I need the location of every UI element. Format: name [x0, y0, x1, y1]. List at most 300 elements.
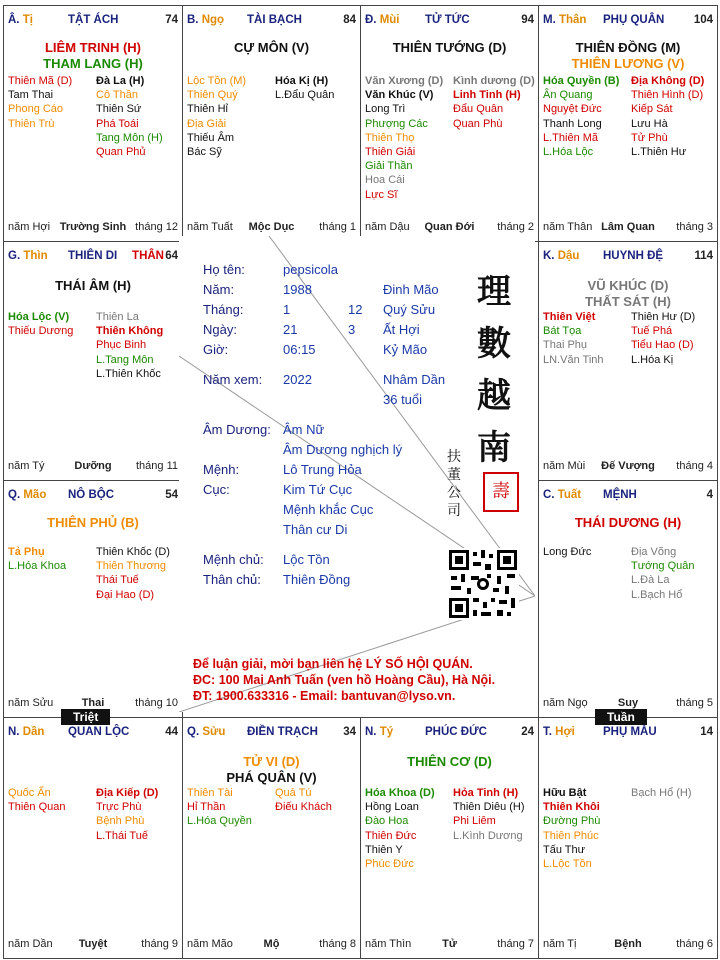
than-marker: THÂN	[132, 250, 164, 262]
palace-letter: G.	[8, 250, 21, 262]
palace-letter: Q.	[187, 726, 200, 738]
left-stars	[365, 74, 443, 202]
main-star: THIÊN LƯƠNG (V)	[571, 56, 685, 71]
minor-star: Linh Tinh (H)	[453, 89, 521, 102]
palace-branch: Thân	[558, 14, 587, 26]
minor-star: Tang Môn (H)	[96, 131, 163, 144]
palace-month: tháng 9	[141, 938, 178, 950]
palace-branch: Dần	[22, 726, 45, 738]
palace-footer	[543, 221, 713, 235]
palace-year: năm Thân	[543, 221, 593, 233]
palace-thin[interactable]	[3, 241, 183, 481]
minor-star: Hồng Loan	[365, 801, 419, 814]
palace-age: 64	[165, 250, 178, 262]
minor-star: Phá Toái	[96, 117, 139, 130]
palace-age: 74	[165, 14, 178, 26]
palace-footer	[365, 221, 534, 235]
day-lunar: Ất Hợi	[383, 322, 420, 337]
palace-name: TẬT ÁCH	[68, 14, 119, 26]
palace-branch: Tị	[22, 14, 33, 26]
palace-footer	[8, 221, 178, 235]
left-stars	[8, 310, 73, 338]
thanchu-value: Thiên Đồng	[283, 572, 351, 587]
palace-name: PHỤ MẪU	[603, 726, 657, 738]
minor-star: Long Đức	[543, 546, 592, 558]
minor-star: L.Đẩu Quân	[275, 89, 335, 102]
palace-header	[543, 250, 713, 264]
minor-star: Thiên Việt	[543, 311, 596, 323]
palace-year: năm Sửu	[8, 697, 54, 709]
minor-star: Phúc Đức	[365, 858, 414, 871]
left-stars	[543, 74, 619, 159]
left-stars	[543, 310, 604, 367]
minor-star: Thiên Sứ	[96, 103, 142, 116]
left-stars	[8, 545, 66, 573]
main-star: THIÊN TƯỚNG (D)	[392, 40, 507, 55]
main-star: THIÊN PHỦ (B)	[47, 515, 139, 530]
minor-star: Thiên Hư (D)	[631, 311, 696, 323]
left-stars	[543, 545, 591, 559]
minor-star: Tuế Phá	[631, 325, 673, 338]
cuc-value: Kim Tứ Cục	[283, 482, 353, 497]
palace-month: tháng 12	[135, 221, 178, 233]
main-star: THIÊN CƠ (D)	[407, 754, 492, 769]
minor-star: Đà La (H)	[96, 75, 145, 87]
month-solar: 1	[283, 302, 291, 317]
view-year: 2022	[283, 372, 312, 387]
main-stars	[4, 40, 182, 72]
palace-hoi[interactable]	[538, 717, 718, 959]
minor-star: Thiên Mã (D)	[8, 75, 73, 87]
main-stars	[539, 515, 717, 531]
age-value: 36 tuổi	[383, 392, 423, 407]
minor-star: Đào Hoa	[365, 815, 409, 828]
calligraphy-char: 理	[477, 272, 511, 312]
minor-star: Cô Thần	[96, 89, 138, 102]
palace-month: tháng 3	[676, 221, 713, 233]
right-stars	[631, 786, 692, 800]
minor-star: L.Bạch Hổ	[631, 588, 683, 601]
palace-branch: Ngọ	[201, 14, 225, 26]
minor-star: Thiên Tài	[187, 787, 233, 799]
palace-month: tháng 2	[497, 221, 534, 233]
minor-star: Địa Võng	[631, 546, 677, 558]
right-stars	[631, 74, 704, 159]
palace-dan[interactable]	[3, 717, 183, 959]
minor-star: Hỉ Thần	[187, 801, 226, 814]
palace-age: 114	[694, 250, 713, 262]
minor-star: Hỏa Tinh (H)	[453, 787, 519, 799]
palace-footer	[187, 938, 356, 952]
minor-star: LN.Văn Tinh	[543, 353, 604, 366]
view-year-label: Năm xem:	[203, 372, 263, 387]
palace-month: tháng 1	[319, 221, 356, 233]
minor-star: Ân Quang	[543, 89, 593, 102]
center-info-panel	[179, 236, 535, 712]
year-label: Năm:	[203, 282, 235, 297]
palace-letter: Đ.	[365, 14, 377, 26]
palace-dau[interactable]	[538, 241, 718, 481]
main-stars	[361, 754, 538, 770]
palace-month: tháng 10	[135, 697, 178, 709]
palace-letter: B.	[187, 14, 199, 26]
minor-star: Địa Kiếp (D)	[96, 787, 159, 799]
palace-stage: Tuyệt	[78, 938, 108, 950]
main-star: PHÁ QUÂN (V)	[226, 770, 317, 785]
minor-star: Thiếu Âm	[187, 131, 235, 144]
palace-age: 4	[706, 489, 713, 501]
minor-star: Thiên Y	[365, 843, 403, 856]
minor-star: Thanh Long	[543, 117, 602, 130]
minor-star: Tử Phù	[631, 131, 668, 144]
minor-star: Hóa Kị (H)	[275, 75, 329, 87]
right-stars	[453, 74, 535, 131]
hour-lunar: Kỷ Mão	[383, 342, 428, 357]
minor-star: Kiếp Sát	[631, 103, 673, 116]
palace-stage: Đế Vượng	[601, 460, 655, 472]
palace-month: tháng 4	[676, 460, 713, 472]
minor-star: Hoa Cái	[365, 174, 405, 187]
contact-info	[193, 656, 495, 704]
palace-stage: Mộ	[263, 938, 280, 950]
palace-year: năm Tý	[8, 460, 45, 472]
main-stars	[539, 40, 717, 72]
minor-star: Quan Phù	[453, 117, 503, 130]
palace-branch: Sửu	[202, 726, 226, 738]
minor-star: Quốc Ấn	[8, 787, 51, 799]
left-stars	[187, 786, 252, 829]
palace-year: năm Dần	[8, 938, 53, 950]
left-stars	[543, 786, 600, 871]
palace-name: TỬ TỨC	[425, 14, 470, 26]
qr-code-icon[interactable]	[447, 548, 519, 620]
minor-star: Giải Thần	[365, 160, 413, 173]
left-stars	[8, 786, 65, 814]
palace-header	[8, 489, 178, 503]
palace-branch: Dậu	[557, 250, 580, 262]
palace-stage: Suy	[617, 697, 639, 709]
palace-age: 14	[700, 726, 713, 738]
palace-age: 34	[343, 726, 356, 738]
main-star: THAM LANG (H)	[43, 56, 143, 71]
right-stars	[275, 786, 332, 814]
minor-star: Quả Tú	[275, 787, 312, 799]
palace-year: năm Tuất	[187, 221, 233, 233]
month-label: Tháng:	[203, 302, 244, 317]
palace-age: 94	[521, 14, 534, 26]
minor-star: Thiên Quan	[8, 801, 66, 814]
tuan-tag: Tuần	[595, 709, 647, 725]
minor-star: Hóa Khoa (D)	[365, 787, 435, 799]
main-star: CỰ MÔN (V)	[233, 40, 310, 55]
minor-star: L.Thiên Mã	[543, 131, 599, 144]
minor-star: Phi Liêm	[453, 815, 496, 828]
palace-month: tháng 6	[676, 938, 713, 950]
palace-name: NÔ BỘC	[68, 489, 114, 501]
minor-star: L.Lộc Tồn	[543, 858, 592, 871]
palace-branch: Hợi	[555, 726, 575, 738]
minor-star: Kình dương (D)	[453, 75, 535, 87]
minor-star: L.Thái Tuế	[96, 829, 148, 842]
minor-star: Điếu Khách	[275, 801, 332, 814]
palace-age: 84	[343, 14, 356, 26]
palace-stage: Thai	[81, 697, 105, 709]
minor-star: Tam Thai	[8, 89, 54, 102]
minor-star: Lộc Tồn (M)	[187, 75, 247, 87]
palace-letter: K.	[543, 250, 555, 262]
palace-name: HUYNH ĐỆ	[603, 250, 664, 262]
palace-letter: C.	[543, 489, 555, 501]
minor-star: L.Hóa Quyền	[187, 815, 252, 828]
minor-star: L.Thiên Hư	[631, 146, 687, 159]
minor-star: Thiên Giải	[365, 146, 416, 159]
thanchu-label: Thân chủ:	[203, 572, 261, 587]
palace-tuat[interactable]	[538, 480, 718, 718]
calligraphy-title	[469, 266, 519, 474]
palace-month: tháng 7	[497, 938, 534, 950]
left-stars	[365, 786, 435, 871]
palace-letter: T.	[543, 726, 552, 738]
right-stars	[96, 545, 170, 602]
minor-star: Văn Xương (D)	[365, 75, 444, 87]
palace-branch: Mùi	[379, 14, 400, 26]
main-star: THIÊN ĐỒNG (M)	[575, 40, 681, 55]
minor-star: Nguyệt Đức	[543, 103, 602, 116]
minor-star: Lực Sĩ	[365, 188, 398, 201]
amduong-note: Âm Dương nghịch lý	[283, 442, 403, 457]
palace-name: TÀI BẠCH	[247, 14, 302, 26]
palace-stage: Lâm Quan	[601, 221, 655, 233]
minor-star: Đại Hao (D)	[96, 588, 155, 601]
palace-month: tháng 11	[135, 460, 178, 472]
minor-star: Thiên Phúc	[543, 829, 599, 842]
calligraphy-char: 南	[477, 428, 511, 468]
minor-star: Thiếu Dương	[8, 325, 74, 338]
month-lunar-num: 12	[348, 302, 363, 317]
main-star: VŨ KHÚC (D)	[587, 278, 669, 293]
palace-branch: Tý	[379, 726, 394, 738]
minor-star: Thiên Diêu (H)	[453, 801, 525, 814]
month-lunar: Quý Sửu	[383, 302, 436, 317]
palace-branch: Tuất	[557, 489, 582, 501]
minor-star: Tướng Quân	[631, 560, 695, 573]
minor-star: Đẩu Quân	[453, 103, 504, 116]
palace-letter: N.	[8, 726, 20, 738]
palace-header	[187, 14, 356, 28]
palace-stage: Tử	[442, 938, 457, 950]
minor-star: Lưu Hà	[631, 117, 668, 130]
calligraphy-char: 數	[477, 324, 511, 364]
main-stars	[361, 40, 538, 56]
minor-star: Tả Phụ	[8, 546, 45, 558]
right-stars	[453, 786, 525, 843]
minor-star: Bạch Hổ (H)	[631, 787, 692, 799]
palace-month: tháng 8	[319, 938, 356, 950]
left-stars	[8, 74, 72, 131]
palace-name: PHÚC ĐỨC	[425, 726, 487, 738]
palace-stage: Trường Sinh	[59, 221, 127, 233]
hour-label: Giờ:	[203, 342, 229, 357]
palace-ty[interactable]	[3, 5, 183, 242]
palace-stage: Quan Đới	[424, 221, 475, 233]
right-stars	[96, 310, 163, 381]
info-block	[203, 260, 446, 590]
main-stars	[183, 40, 360, 56]
palace-mao[interactable]	[3, 480, 183, 718]
cuc-label: Cục:	[203, 482, 230, 497]
palace-stage: Dưỡng	[74, 460, 112, 472]
hour-value: 06:15	[283, 342, 316, 357]
palace-suu[interactable]	[182, 717, 361, 959]
day-lunar-num: 3	[348, 322, 356, 337]
palace-header	[187, 726, 356, 740]
palace-year: năm Tị	[543, 938, 577, 950]
palace-name: PHỤ QUÂN	[603, 14, 665, 26]
palace-footer	[543, 460, 713, 474]
palace-footer	[365, 938, 534, 952]
minor-star: Thiên Quý	[187, 89, 238, 102]
palace-letter: Â.	[8, 14, 20, 26]
minor-star: Thiên Hỉ	[187, 103, 228, 116]
minor-star: L.Đà La	[631, 574, 670, 587]
minor-star: L.Thiên Khốc	[96, 367, 161, 380]
palace-header	[543, 489, 713, 503]
right-stars	[96, 786, 158, 843]
main-stars	[183, 754, 360, 786]
side-text-value: 扶 董 公 司	[447, 449, 461, 519]
main-star: LIÊM TRINH (H)	[44, 40, 142, 55]
minor-star: Hóa Lộc (V)	[8, 311, 70, 323]
palace-header	[8, 14, 178, 28]
right-stars	[275, 74, 334, 102]
palace-stage: Bệnh	[614, 938, 642, 950]
minor-star: Bác Sỹ	[187, 146, 222, 159]
minor-star: Thiên Trù	[8, 117, 55, 130]
minor-star: Hữu Bật	[543, 787, 587, 799]
palace-age: 104	[693, 14, 713, 26]
name-value: pepsicola	[283, 262, 338, 277]
minor-star: Thiên Đức	[365, 829, 417, 842]
palace-footer	[8, 938, 178, 952]
palace-header	[8, 250, 178, 264]
palace-branch: Mão	[23, 489, 47, 501]
minor-star: Thiên Khôi	[543, 801, 600, 814]
side-text	[447, 448, 463, 520]
year-lunar: Đinh Mão	[383, 282, 439, 297]
contact-phone-email[interactable]: ĐT: 1900.633316 - Email: bantuvan@lyso.vn.	[193, 689, 456, 703]
right-stars	[631, 310, 695, 367]
main-stars	[539, 278, 717, 310]
palace-age: 44	[165, 726, 178, 738]
palace-letter: M.	[543, 14, 556, 26]
palace-ngo[interactable]	[182, 5, 361, 242]
palace-age: 54	[165, 489, 178, 501]
minor-star: Địa Không (D)	[631, 75, 705, 87]
view-year-lunar: Nhâm Dần	[383, 372, 446, 387]
minor-star: Bát Tọa	[543, 325, 582, 338]
amduong-value: Âm Nữ	[283, 422, 325, 437]
minor-star: Phượng Các	[365, 117, 428, 130]
palace-name: QUAN LỘC	[68, 726, 130, 738]
menhchu-value: Lộc Tồn	[283, 552, 330, 567]
minor-star: Văn Khúc (V)	[365, 89, 434, 102]
palace-year: năm Hợi	[8, 221, 51, 233]
main-star: THÁI DƯƠNG (H)	[574, 515, 682, 530]
palace-footer	[543, 938, 713, 952]
minor-star: Tiểu Hao (D)	[631, 339, 694, 352]
palace-stage: Mộc Dục	[248, 221, 295, 233]
main-star: THÁI ÂM (H)	[55, 278, 131, 293]
minor-star: Thiên Hình (D)	[631, 89, 704, 102]
minor-star: Phong Cáo	[8, 103, 64, 116]
minor-star: Thiên Khốc (D)	[96, 546, 170, 558]
palace-footer	[187, 221, 356, 235]
minor-star: L.Tang Môn	[96, 353, 154, 366]
palace-name: MỆNH	[603, 489, 637, 501]
main-stars	[4, 515, 182, 531]
palace-header	[8, 726, 178, 740]
than-cu-note: Thân cư Di	[283, 522, 348, 537]
triet-tag: Triệt	[61, 709, 110, 725]
palace-header	[365, 726, 534, 740]
right-stars	[631, 545, 695, 602]
minor-star: Thiên Thọ	[365, 131, 415, 144]
name-label: Họ tên:	[203, 262, 245, 277]
day-solar: 21	[283, 322, 298, 337]
palace-footer	[8, 460, 178, 474]
palace-header	[543, 14, 713, 28]
right-stars	[96, 74, 163, 159]
left-stars	[187, 74, 246, 159]
palace-mui[interactable]	[360, 5, 539, 242]
main-stars	[4, 278, 182, 294]
palace-than[interactable]	[538, 5, 718, 242]
palace-name: ĐIỀN TRẠCH	[247, 726, 318, 738]
palace-branch: Thìn	[23, 250, 48, 262]
palace-age: 24	[521, 726, 534, 738]
minor-star: L.Hóa Khoa	[8, 560, 67, 573]
minor-star: Thiên Không	[96, 325, 164, 338]
palace-year: năm Thìn	[365, 938, 412, 950]
minor-star: Bệnh Phù	[96, 815, 145, 828]
minor-star: Phục Binh	[96, 339, 147, 352]
cuc-note: Mệnh khắc Cục	[283, 502, 374, 517]
main-star: TỬ VI (D)	[243, 754, 300, 769]
contact-line-1: Để luận giải, mời bạn liên hệ LÝ SỐ HỘI QUÁN.	[193, 657, 473, 671]
minor-star: Thái Tuế	[96, 574, 139, 587]
red-seal-stamp: 壽	[483, 472, 519, 512]
minor-star: Đường Phù	[543, 815, 601, 828]
minor-star: L.Hóa Kị	[631, 353, 674, 366]
minor-star: Tấu Thư	[543, 843, 586, 856]
palace-header	[543, 726, 713, 740]
palace-month: tháng 5	[676, 697, 713, 709]
palace-letter: Q.	[8, 489, 21, 501]
calligraphy-char: 越	[477, 376, 511, 416]
day-label: Ngày:	[203, 322, 237, 337]
palace-year: năm Mão	[187, 938, 233, 950]
main-star: THẤT SÁT (H)	[585, 294, 671, 309]
year-solar: 1988	[283, 282, 312, 297]
palace-year: năm Mùi	[543, 460, 586, 472]
palace-name: THIÊN DI	[68, 250, 118, 262]
minor-star: Hóa Quyền (B)	[543, 75, 620, 87]
menh-value: Lô Trung Hỏa	[283, 462, 362, 477]
palace-ty2[interactable]	[360, 717, 539, 959]
minor-star: Thiên La	[96, 311, 139, 323]
minor-star: Địa Giải	[187, 117, 227, 130]
minor-star: Long Trì	[365, 103, 406, 116]
